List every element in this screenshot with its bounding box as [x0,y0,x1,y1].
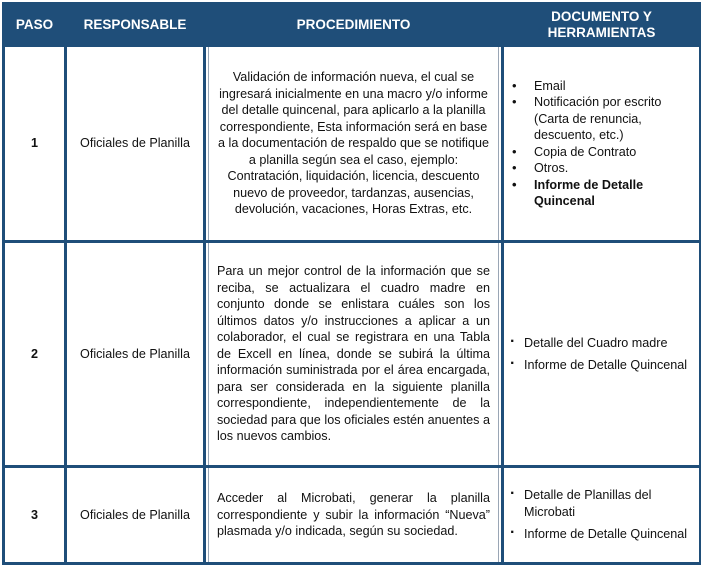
procedure-cell [205,46,503,242]
responsible-cell: Oficiales de Planilla [66,46,205,242]
step-number: 2 [4,242,66,467]
step-number: 3 [4,467,66,564]
list-item: • Informe de Detalle Quincenal [504,177,691,210]
header-responsable: RESPONSABLE [66,4,205,46]
list-item: · Detalle de Planillas del Microbati [504,487,691,520]
docs-cell [503,46,701,242]
docs-list [504,487,699,543]
procedure-cell [205,467,503,564]
procedure-text: Acceder al Microbati, generar la planilla correspondiente y subir la información “Nueva” plasmada y/o indicada, según su sociedad. [217,491,490,539]
docs-list [504,335,699,374]
docs-list [504,78,699,210]
docs-cell [503,467,701,564]
list-item: • Email [504,78,691,95]
procedure-cell [205,242,503,467]
list-item: · Informe de Detalle Quincenal [504,357,691,374]
procedure-table [2,2,701,565]
list-item: · Detalle del Cuadro madre [504,335,691,352]
header-procedimiento: PROCEDIMIENTO [205,4,503,46]
list-item: · Informe de Detalle Quincenal [504,526,691,543]
responsible-cell: Oficiales de Planilla [66,242,205,467]
procedure-text: Validación de información nueva, el cual se ingresará inicialmente en una macro y/o informe del detalle quincenal, para aplicarlo a la planilla correspondiente, Esta información será en base a la documentación de respaldo que se notifique a planilla según sea el caso, ejemplo: Contratación, liquidación, licencia, descuento nuevo de proveedor, tardanzas, ausencias, devolución, vacaciones, Horas Extras, etc. [218,70,489,217]
list-item: • Copia de Contrato [504,144,691,161]
header-row [4,4,701,46]
docs-cell [503,242,701,467]
responsible-cell: Oficiales de Planilla [66,467,205,564]
step-number: 1 [4,46,66,242]
header-documento: DOCUMENTO Y HERRAMIENTAS [503,4,701,46]
table-row [4,242,701,467]
table-row [4,46,701,242]
procedure-text: Para un mejor control de la información que se reciba, se actualizara el cuadro madre en conjunto donde se enlistara cuáles son los últimos datos y/o instrucciones a aplicar a un colaborador, el cual se registrara en una Tabla de Excell en línea, donde se subirá la última información suministrada por el área encargada, para ser considerada en la siguiente planilla correspondiente, independientemente de la sociedad para que los oficiales estén anuentes a los nuevos cambios. [217,264,490,444]
list-item: • Otros. [504,160,691,177]
list-item: • Notificación por escrito (Carta de renuncia, descuento, etc.) [504,94,691,144]
header-paso: PASO [4,4,66,46]
table-row [4,467,701,564]
